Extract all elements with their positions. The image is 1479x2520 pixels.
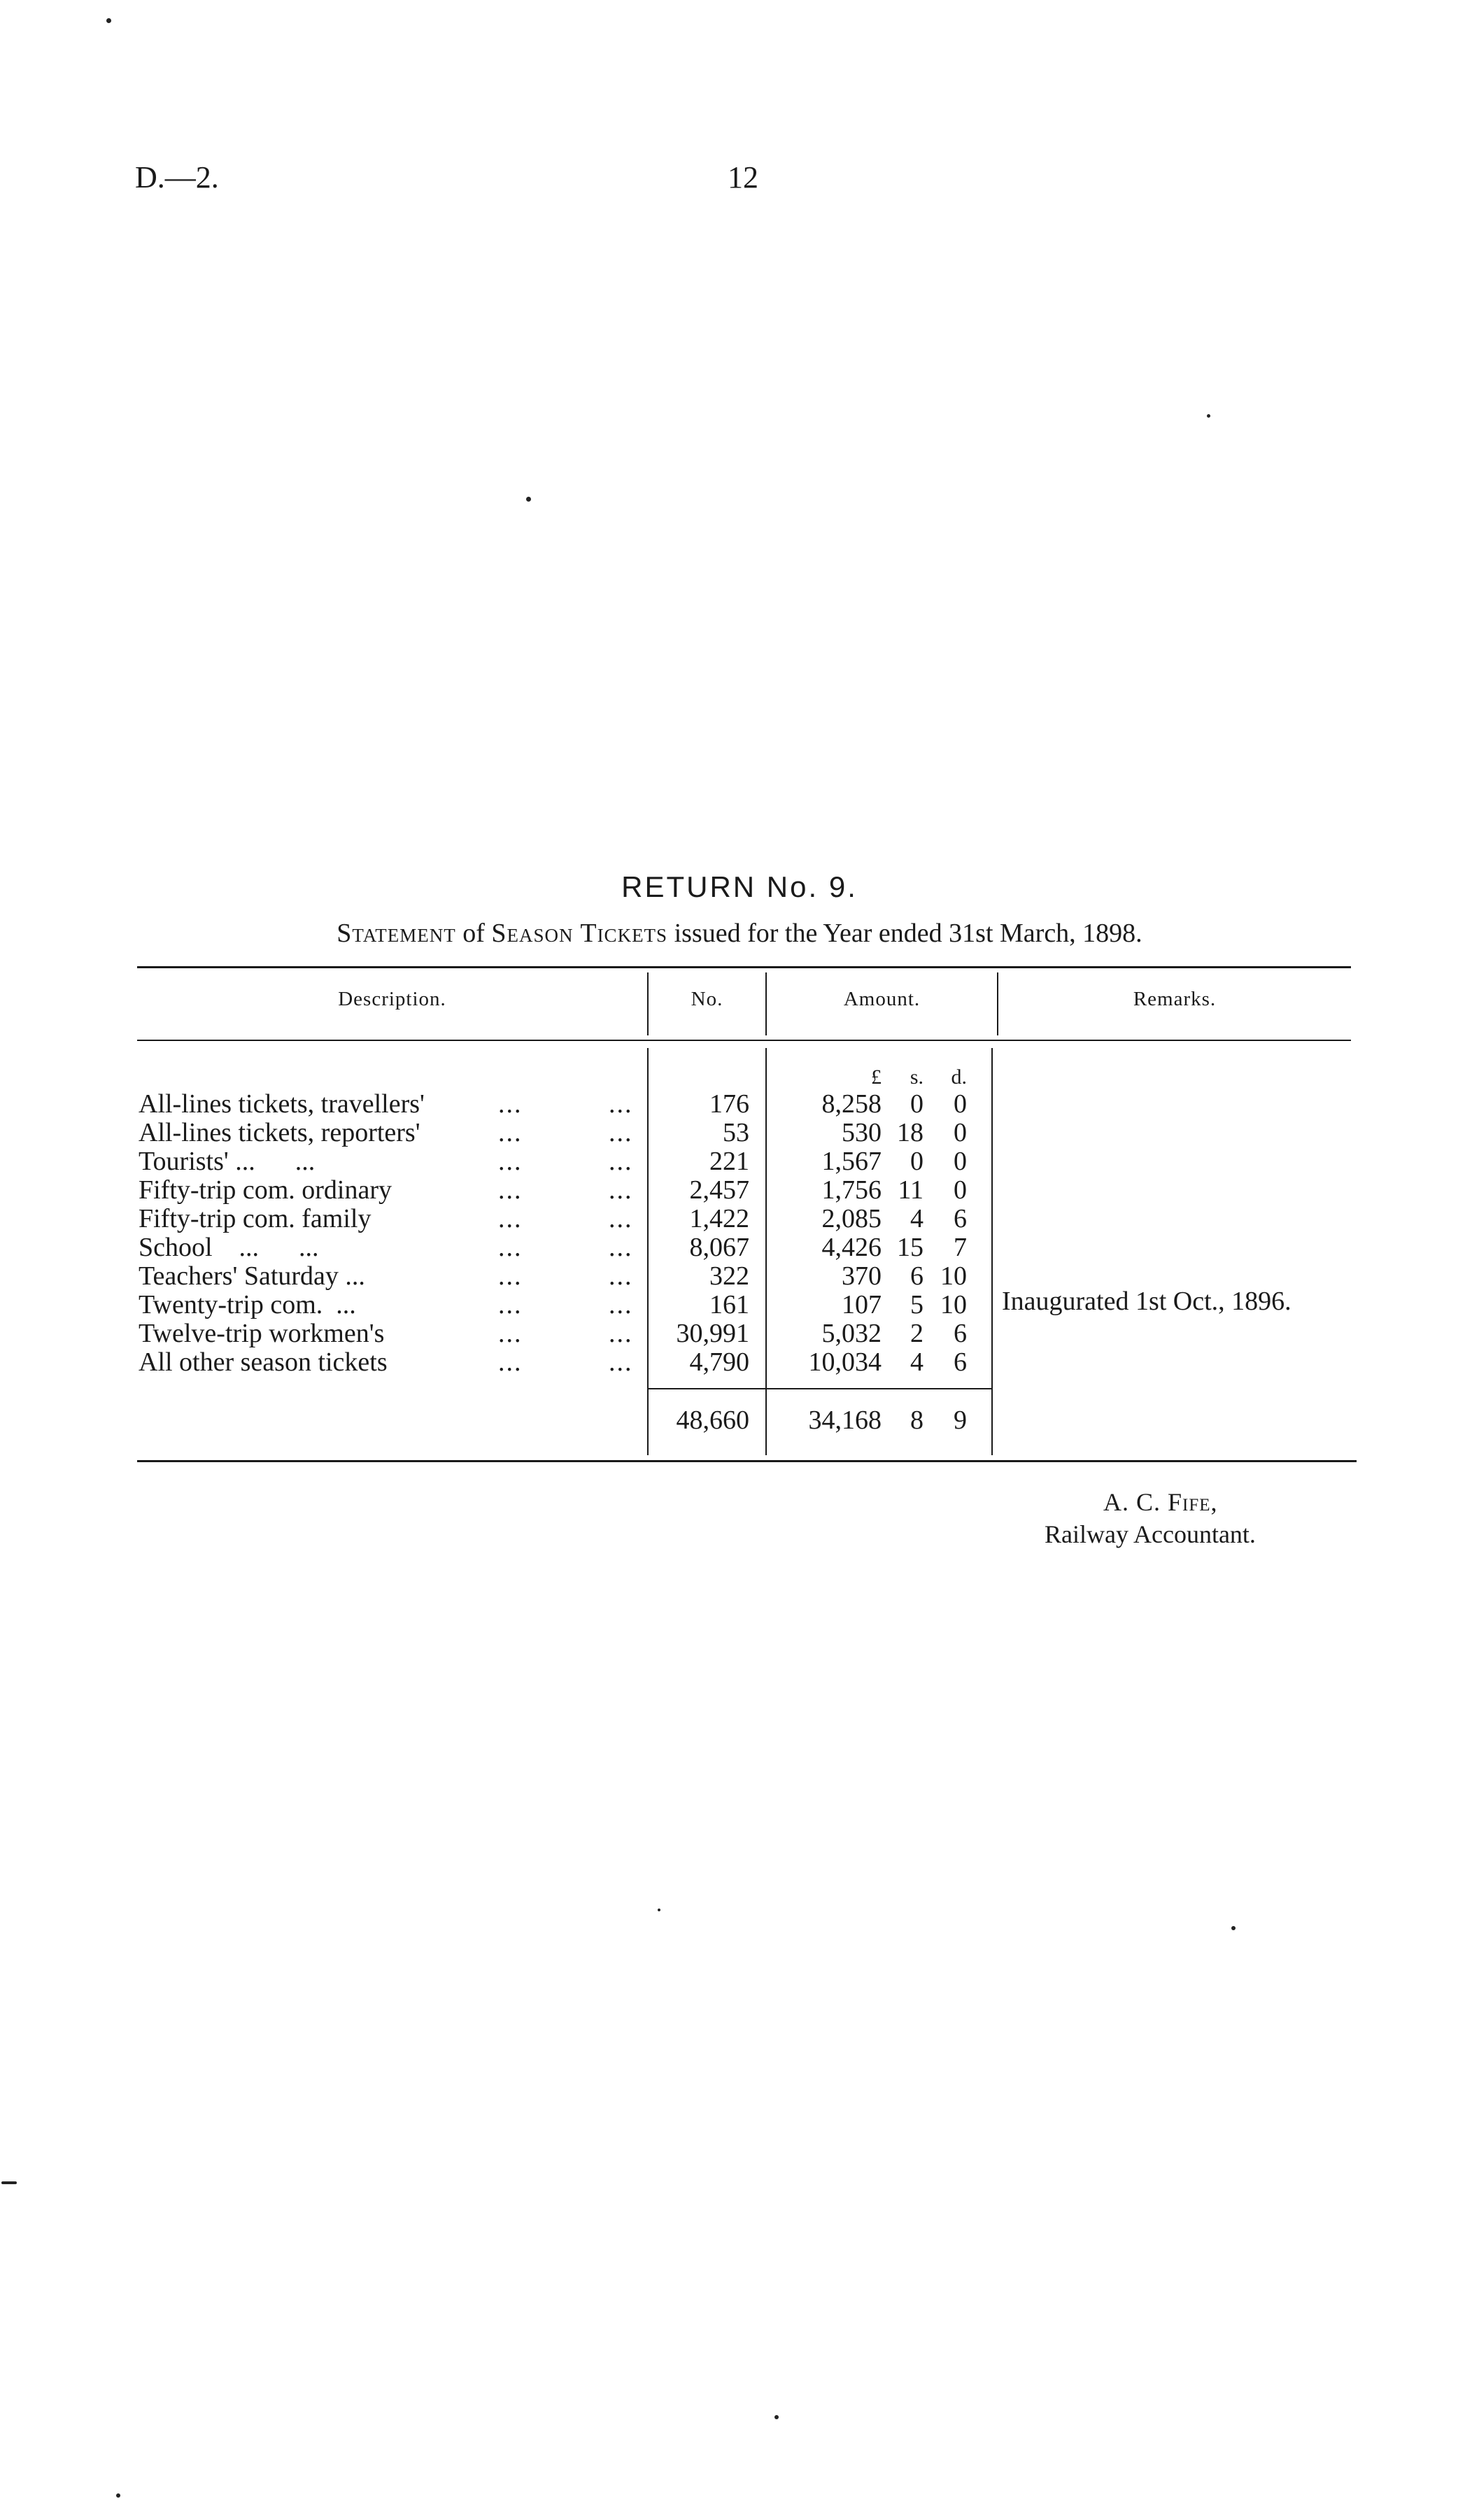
- row-pence: 0: [954, 1118, 967, 1147]
- row-pounds: 4,426: [821, 1233, 882, 1262]
- leader-dots: ...: [609, 1319, 633, 1348]
- row-shillings: 2: [910, 1319, 924, 1348]
- row-pounds: 530: [842, 1118, 882, 1147]
- statement-rest: issued for the Year ended 31st March, 1898.: [667, 919, 1142, 948]
- row-description: School ... ...: [139, 1233, 319, 1262]
- leader-dots: ...: [609, 1175, 633, 1205]
- row-number: 176: [709, 1089, 749, 1119]
- row-description: All-lines tickets, travellers': [139, 1089, 425, 1119]
- scan-speck: [1231, 1926, 1236, 1930]
- row-description: Fifty-trip com. ordinary: [139, 1175, 392, 1205]
- signatory-role: Railway Accountant.: [1045, 1520, 1256, 1548]
- header-amount: Amount.: [843, 988, 921, 1010]
- row-number: 30,991: [676, 1319, 749, 1348]
- table-row: [0, 1175, 1479, 1205]
- shillings-unit: s.: [910, 1066, 924, 1089]
- scan-speck: [658, 1909, 660, 1911]
- row-number: 322: [709, 1261, 749, 1291]
- return-title: RETURN No. 9.: [621, 870, 858, 903]
- leader-dots: ...: [609, 1233, 633, 1262]
- total-number: 48,660: [676, 1406, 749, 1435]
- row-shillings: 0: [910, 1089, 924, 1119]
- row-pence: 10: [940, 1290, 967, 1319]
- header-description: Description.: [338, 988, 446, 1010]
- table-row: [0, 1117, 1479, 1148]
- row-number: 221: [709, 1147, 749, 1176]
- row-number: 1,422: [689, 1204, 749, 1233]
- row-pounds: 370: [842, 1261, 882, 1291]
- leader-dots: ...: [498, 1233, 523, 1262]
- row-description: Teachers' Saturday ...: [139, 1261, 365, 1291]
- leader-dots: ...: [609, 1204, 633, 1233]
- leader-dots: ...: [498, 1118, 523, 1147]
- row-shillings: 6: [910, 1261, 924, 1291]
- leader-dots: ...: [498, 1175, 523, 1205]
- table-row: [0, 1146, 1479, 1177]
- leader-dots: ...: [498, 1147, 523, 1176]
- table-header-rule: [137, 1040, 1351, 1041]
- row-pounds: 8,258: [821, 1089, 882, 1119]
- row-description: Twelve-trip workmen's: [139, 1319, 385, 1348]
- leader-dots: ...: [498, 1204, 523, 1233]
- leader-dots: ...: [609, 1147, 633, 1176]
- row-description: Fifty-trip com. family: [139, 1204, 371, 1233]
- leader-dots: ...: [609, 1290, 633, 1319]
- page-number: 12: [728, 160, 758, 194]
- row-pence: 0: [954, 1175, 967, 1205]
- row-shillings: 15: [897, 1233, 924, 1262]
- pence-unit: d.: [951, 1066, 967, 1089]
- leader-dots: ...: [498, 1290, 523, 1319]
- row-shillings: 18: [897, 1118, 924, 1147]
- row-shillings: 11: [898, 1175, 924, 1205]
- row-description: Tourists' ... ...: [139, 1147, 316, 1176]
- totals-row: [0, 1405, 1479, 1436]
- row-number: 2,457: [689, 1175, 749, 1205]
- row-number: 8,067: [689, 1233, 749, 1262]
- row-pounds: 107: [842, 1290, 882, 1319]
- row-shillings: 0: [910, 1147, 924, 1176]
- row-number: 53: [723, 1118, 749, 1147]
- signatory-name: A. C. Fife,: [1103, 1488, 1218, 1516]
- document-reference: D.—2.: [135, 160, 219, 194]
- remark-text: Inaugurated 1st Oct., 1896.: [1002, 1287, 1292, 1316]
- table-row: [0, 1347, 1479, 1378]
- total-pounds: 34,168: [808, 1406, 882, 1435]
- scan-speck: [116, 2493, 120, 2498]
- row-number: 4,790: [689, 1347, 749, 1377]
- table-top-rule: [137, 966, 1351, 968]
- table-total-rule: [647, 1388, 991, 1389]
- statement-season-tickets: Season Tickets: [491, 919, 668, 948]
- statement-title: [0, 918, 1479, 949]
- row-pence: 6: [954, 1347, 967, 1377]
- row-shillings: 5: [910, 1290, 924, 1319]
- scan-speck: [106, 18, 111, 23]
- table-row: [0, 1089, 1479, 1119]
- statement-word: Statement: [337, 919, 456, 948]
- row-shillings: 4: [910, 1347, 924, 1377]
- row-pence: 6: [954, 1204, 967, 1233]
- table-row: [0, 1318, 1479, 1349]
- statement-of: of: [455, 919, 492, 948]
- leader-dots: ...: [609, 1347, 633, 1377]
- scan-speck: [1, 2181, 17, 2184]
- row-number: 161: [709, 1290, 749, 1319]
- row-pounds: 1,756: [821, 1175, 882, 1205]
- leader-dots: ...: [498, 1261, 523, 1291]
- row-pounds: 10,034: [808, 1347, 882, 1377]
- leader-dots: ...: [609, 1089, 633, 1119]
- total-pence: 9: [954, 1406, 967, 1435]
- row-pence: 0: [954, 1089, 967, 1119]
- total-shillings: 8: [910, 1406, 924, 1435]
- row-pence: 7: [954, 1233, 967, 1262]
- table-bottom-rule: [137, 1460, 1357, 1462]
- leader-dots: ...: [498, 1089, 523, 1119]
- leader-dots: ...: [498, 1319, 523, 1348]
- row-pence: 6: [954, 1319, 967, 1348]
- row-pounds: 1,567: [821, 1147, 882, 1176]
- row-description: Twenty-trip com. ...: [139, 1290, 356, 1319]
- row-pounds: 5,032: [821, 1319, 882, 1348]
- scan-speck: [1207, 414, 1210, 418]
- leader-dots: ...: [498, 1347, 523, 1377]
- row-pounds: 2,085: [821, 1204, 882, 1233]
- header-remarks: Remarks.: [1133, 988, 1217, 1010]
- header-no: No.: [691, 988, 723, 1010]
- row-description: All other season tickets: [139, 1347, 388, 1377]
- table-row: [0, 1232, 1479, 1263]
- pounds-unit: £: [871, 1066, 882, 1089]
- scan-speck: [774, 2415, 779, 2419]
- row-shillings: 4: [910, 1204, 924, 1233]
- leader-dots: ...: [609, 1118, 633, 1147]
- row-pence: 10: [940, 1261, 967, 1291]
- scan-speck: [526, 497, 531, 502]
- row-pence: 0: [954, 1147, 967, 1176]
- leader-dots: ...: [609, 1261, 633, 1291]
- table-row: [0, 1203, 1479, 1234]
- row-description: All-lines tickets, reporters': [139, 1118, 420, 1147]
